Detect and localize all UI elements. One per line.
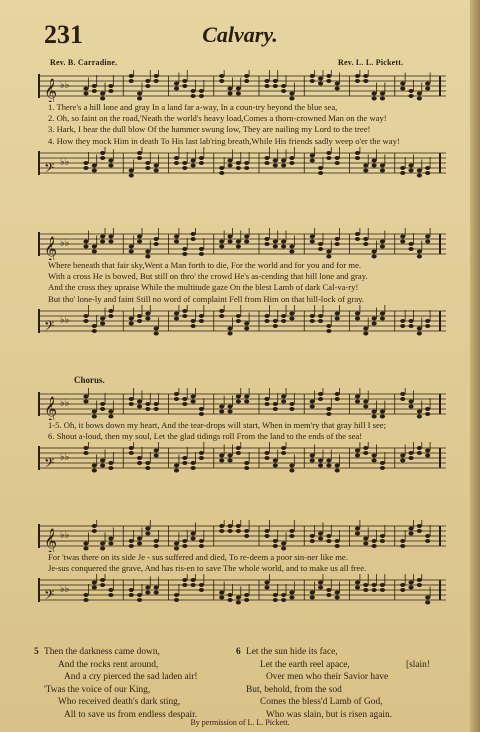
- music-system-1: [38, 70, 448, 179]
- bass-staff: [38, 442, 448, 474]
- treble-staff: [38, 520, 448, 552]
- svg-text:♭♭: ♭♭: [60, 584, 70, 596]
- hymn-title: Calvary.: [202, 22, 278, 47]
- svg-text:𝄢: 𝄢: [44, 457, 55, 475]
- staff-notation: [38, 70, 448, 102]
- bass-staff: [38, 574, 448, 606]
- treble-staff: [38, 228, 448, 260]
- lyric-line: 4. How they mock Him in death To His last lab'ring breath,While His friends sadly weep o'er the way!: [48, 135, 400, 146]
- lyric-line: 1. There's a hill lone and gray In a land far a-way, In a coun-try beyond the blue sea,: [48, 102, 338, 112]
- stanza-line: Who was slain, but is risen again.: [266, 709, 393, 720]
- permission-note: By permission of L. L. Pickett.: [190, 718, 290, 727]
- stanza-5: [34, 646, 198, 722]
- page-gutter: [470, 0, 480, 732]
- svg-text:♭♭: ♭♭: [60, 80, 70, 91]
- svg-text:𝄢: 𝄢: [44, 319, 55, 337]
- lyric-line: 1-5. Oh, it bows down my heart, And the tear-drops will start, When in mem'ry that gray hill I see;: [48, 420, 386, 430]
- svg-text:𝄞: 𝄞: [44, 396, 58, 420]
- lyric-line: But tho' lone-ly and faint Still no word of complaint Fell from Him on that hill-lock of gray.: [48, 293, 365, 304]
- svg-text:♭♭: ♭♭: [60, 398, 70, 409]
- stanza-line: Then the darkness came down,: [44, 647, 160, 657]
- lyric-line: For 'twas there on its side Je - sus suffered and died, To re-deem a poor sin-ner like me.: [48, 552, 348, 562]
- verse-lyrics: [38, 102, 448, 147]
- lyric-line: With a cross He is bowed, But still on thro' the crowd He's as-cending that hill lone and gray.: [48, 271, 368, 282]
- svg-text:♭♭: ♭♭: [60, 156, 70, 168]
- treble-staff: [38, 70, 448, 102]
- stanza-line-overflow: [slain!: [406, 659, 430, 670]
- staff-notation: [38, 520, 448, 552]
- staff-notation: [38, 147, 448, 179]
- music-system-3: [38, 388, 448, 474]
- svg-text:♭♭: ♭♭: [60, 314, 70, 326]
- svg-text:♭♭: ♭♭: [60, 238, 70, 249]
- stanza-line: And a cry pierced the sad laden air!: [64, 672, 198, 683]
- stanza-line: All to save us from endless despair.: [64, 709, 198, 720]
- lyric-line: 6. Shout a-loud, then my soul, Let the glad tidings roll From the land to the ends of the sea!: [48, 431, 363, 442]
- treble-staff: [38, 388, 448, 420]
- lyric-line: And the cross they upraise While the multitude gaze On the blest Lamb of dark Cal-va-ry!: [48, 282, 359, 293]
- svg-text:𝄞: 𝄞: [44, 78, 58, 102]
- staff-notation: [38, 228, 448, 260]
- verse-lyrics: [38, 260, 448, 305]
- staff-notation: [38, 305, 448, 337]
- stanza-line: Let the earth reel apace,: [260, 659, 350, 670]
- lyric-line: Where beneath that fair sky,Went a Man forth to die, For the world and for you and for me.: [48, 260, 362, 270]
- staff-notation: [38, 442, 448, 474]
- stanza-number: 6: [236, 647, 241, 657]
- bass-staff: [38, 147, 448, 179]
- lyric-line: 3. Hark, I hear the dull blow Of the hammer swung low, They are nailing my Lord to the tree!: [48, 124, 371, 135]
- stanza-line: Over men who their Savior have: [266, 672, 389, 683]
- svg-text:𝄢: 𝄢: [44, 161, 55, 179]
- stanza-line: 'Twas the voice of our King,: [44, 684, 151, 695]
- stanza-line: Comes the bless'd Lamb of God,: [260, 697, 383, 708]
- stanza-line: But, behold, from the sod: [246, 684, 342, 695]
- chorus-lyrics: [38, 420, 448, 442]
- bass-staff: [38, 305, 448, 337]
- svg-text:𝄞: 𝄞: [44, 236, 58, 260]
- lyric-line: Je-sus conquered the grave, And has ris-en to save The whole world, and to make us all free.: [48, 563, 367, 574]
- svg-text:♭♭: ♭♭: [60, 452, 70, 464]
- svg-text:𝄞: 𝄞: [44, 528, 58, 552]
- music-credit: Rev. L. L. Pickett.: [338, 58, 404, 67]
- stanza-number: 5: [34, 647, 39, 657]
- svg-text:𝄢: 𝄢: [44, 589, 55, 607]
- stanza-line-wrap: [246, 659, 430, 672]
- svg-text:♭♭: ♭♭: [60, 530, 70, 541]
- chorus-lyrics: [38, 552, 448, 574]
- words-credit: Rev. B. Carradine.: [50, 58, 118, 67]
- staff-notation: [38, 574, 448, 606]
- chorus-label: Chorus.: [74, 375, 105, 385]
- stanza-line: Let the sun hide its face,: [246, 647, 338, 657]
- stanza-6: [236, 646, 430, 722]
- music-system-2: [38, 228, 448, 337]
- hymn-number: 231: [44, 20, 83, 49]
- stanza-line: And the rocks rent around,: [58, 659, 159, 670]
- stanza-line: Who received death's dark sting,: [58, 697, 181, 708]
- music-system-4: [38, 520, 448, 606]
- staff-notation: [38, 388, 448, 420]
- lyric-line: 2. Oh, so faint on the road,'Neath the world's heavy load,Comes a thorn-crowned Man on the way!: [48, 113, 387, 124]
